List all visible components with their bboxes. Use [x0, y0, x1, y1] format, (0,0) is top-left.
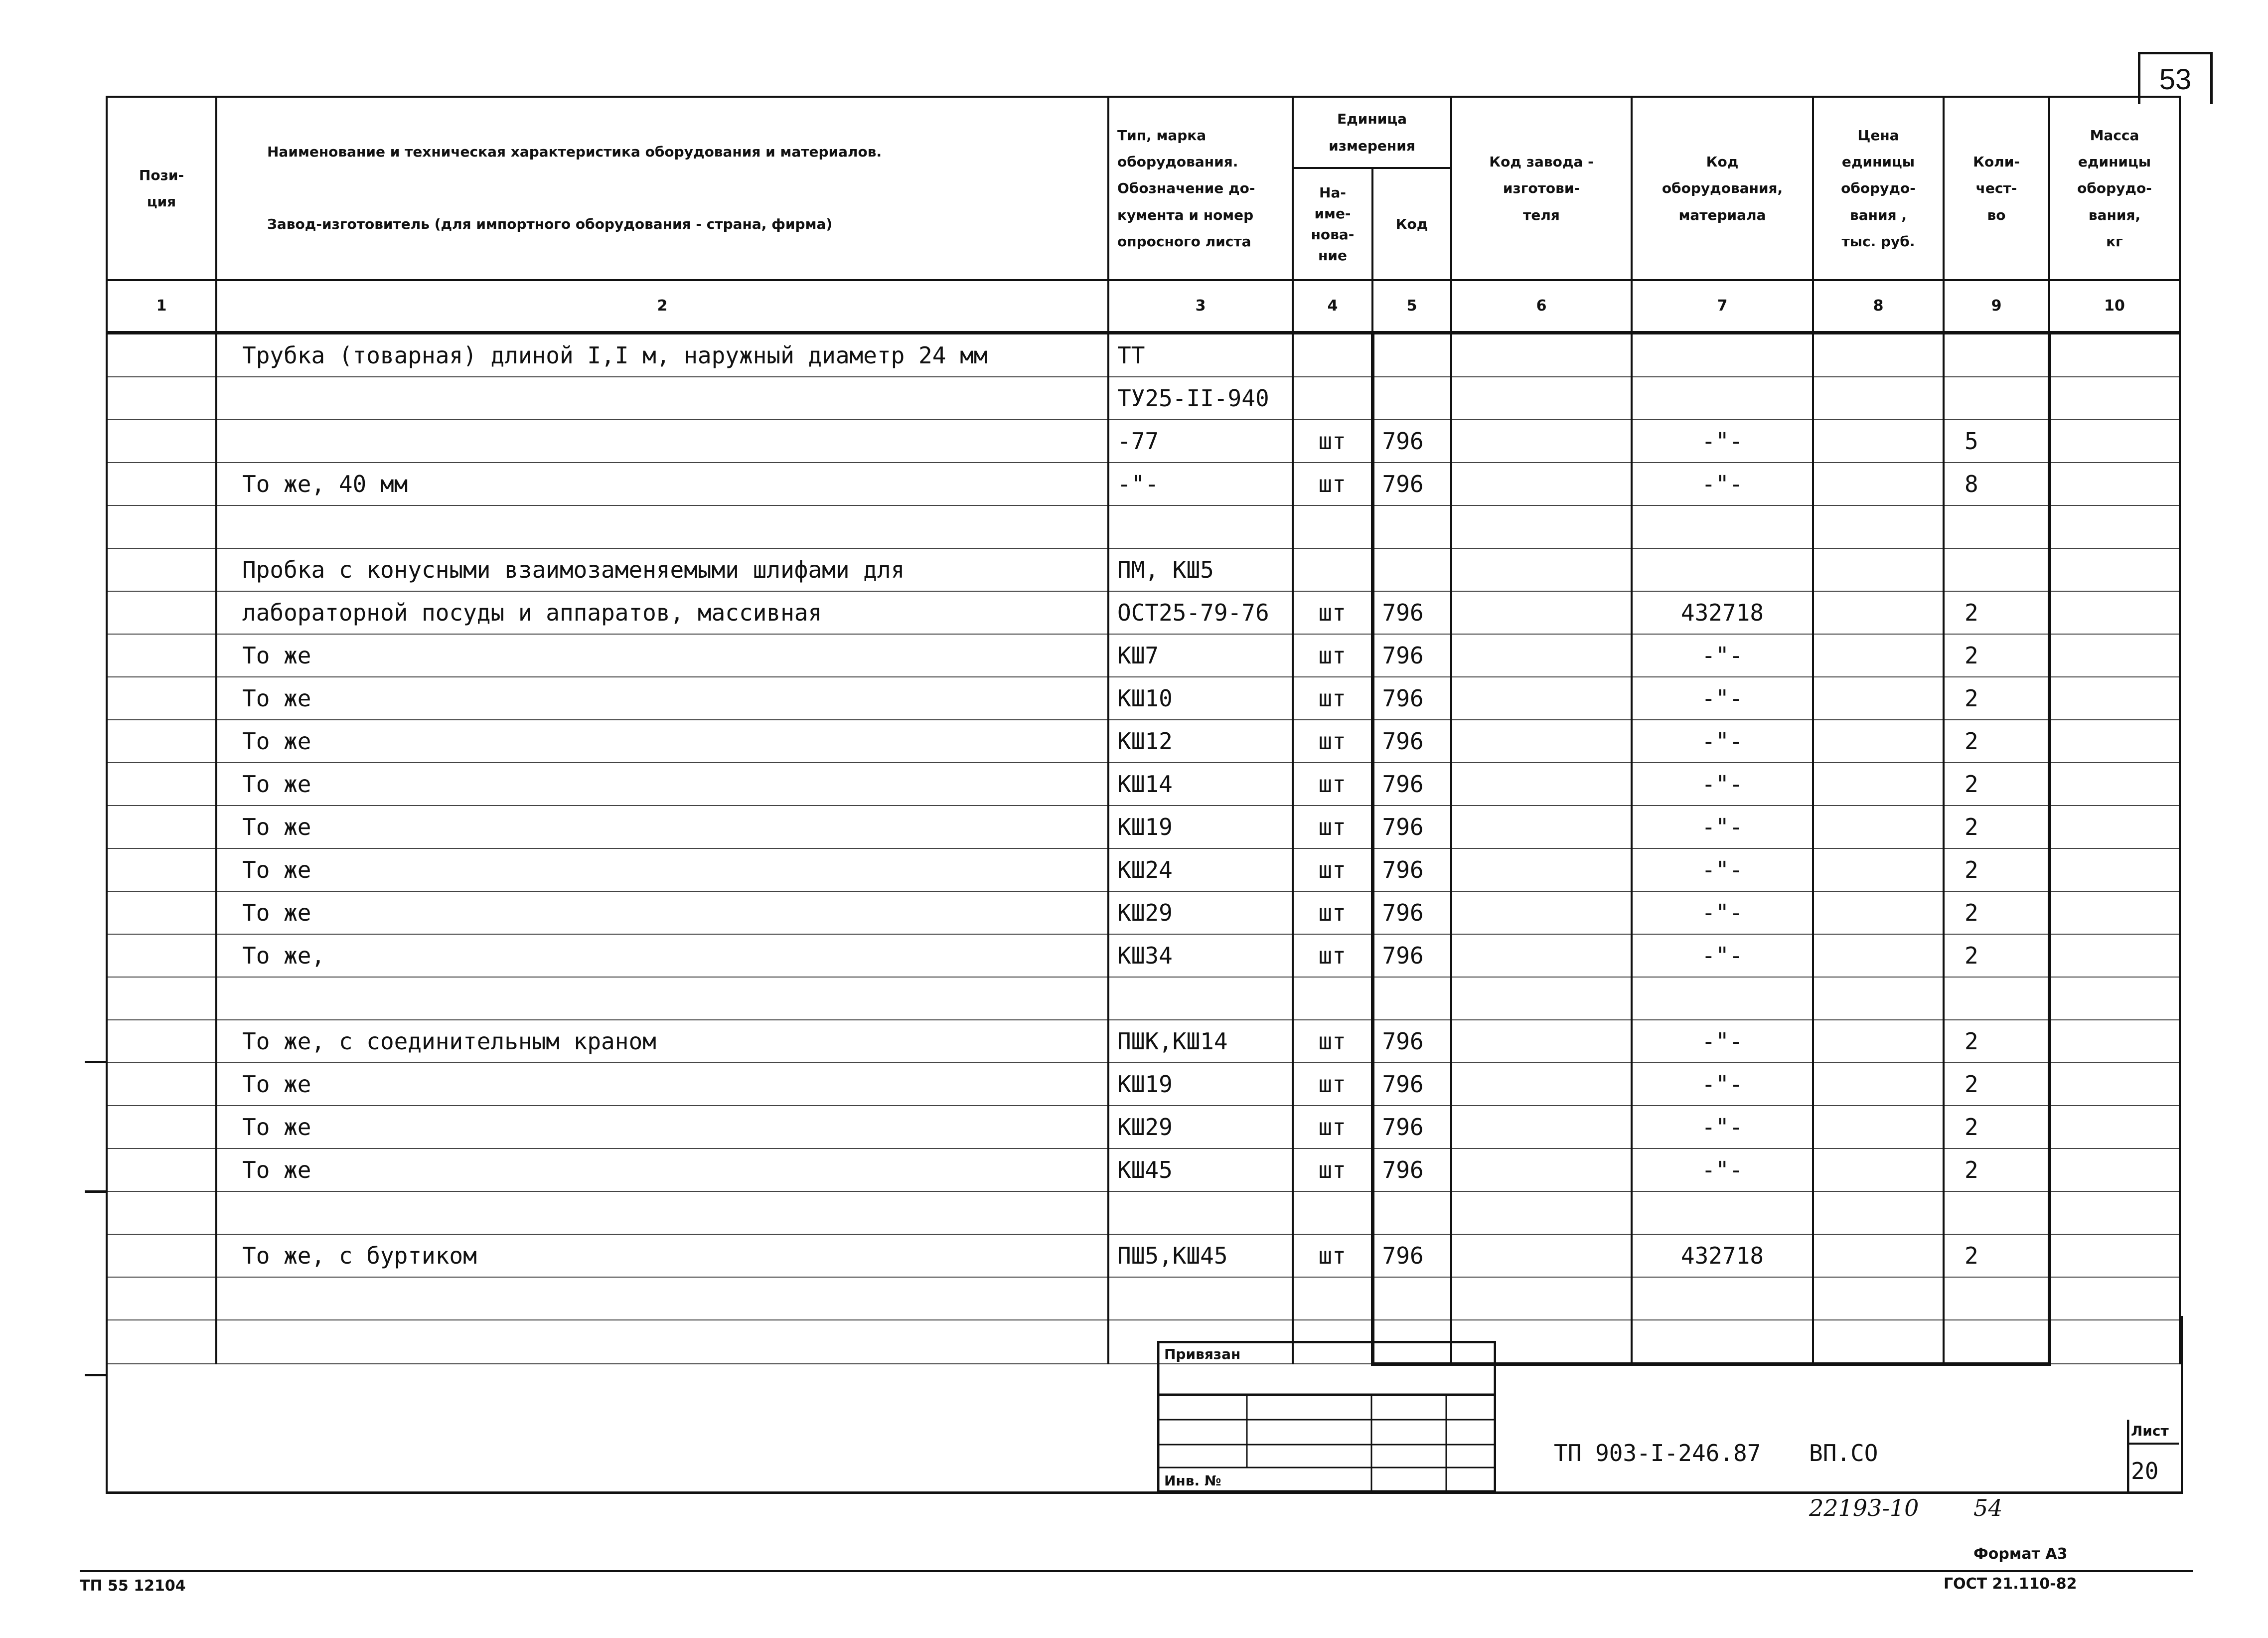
table-row: [107, 1191, 2180, 1234]
quantity-cell: 2: [1944, 634, 2049, 677]
unit-code-cell: [1372, 332, 1451, 377]
quantity-cell: 2: [1944, 677, 2049, 720]
unit-cell: шт: [1293, 848, 1372, 891]
price-cell: [1813, 763, 1944, 806]
margin-tick: [85, 1190, 106, 1193]
name-cell: То же: [216, 677, 1108, 720]
mass-cell: [2049, 677, 2180, 720]
header-type: Тип, марка оборудования. Обозначение до- кумента и номер опросного листа: [1108, 97, 1293, 280]
position-cell: [107, 591, 216, 634]
equipment-code-cell: 432718: [1632, 1234, 1813, 1277]
unit-code-cell: [1372, 377, 1451, 420]
plant-code-cell: [1451, 977, 1632, 1020]
quantity-cell: [1944, 977, 2049, 1020]
quantity-cell: [1944, 548, 2049, 591]
quantity-cell: 2: [1944, 763, 2049, 806]
inventory-number-label: Инв. №: [1164, 1473, 1221, 1489]
unit-cell: шт: [1293, 1020, 1372, 1063]
name-cell: То же, 40 мм: [216, 463, 1108, 505]
unit-cell: шт: [1293, 891, 1372, 934]
quantity-cell: [1944, 505, 2049, 548]
equipment-code-cell: -"-: [1632, 1020, 1813, 1063]
mass-cell: [2049, 1063, 2180, 1106]
price-cell: [1813, 1063, 1944, 1106]
name-cell: То же,: [216, 934, 1108, 977]
equipment-code-cell: -"-: [1632, 420, 1813, 463]
position-cell: [107, 1106, 216, 1148]
unit-cell: [1293, 332, 1372, 377]
table-row: [107, 420, 2180, 463]
price-cell: [1813, 634, 1944, 677]
plant-code-cell: [1451, 848, 1632, 891]
position-cell: [107, 332, 216, 377]
name-cell: [216, 420, 1108, 463]
mass-cell: [2049, 548, 2180, 591]
quantity-cell: 2: [1944, 591, 2049, 634]
bound-label: Привязан: [1164, 1346, 1241, 1362]
position-cell: [107, 934, 216, 977]
handwritten-number: 22193-10: [1809, 1494, 1919, 1521]
quantity-cell: 2: [1944, 848, 2049, 891]
mass-cell: [2049, 1106, 2180, 1148]
plant-code-cell: [1451, 1191, 1632, 1234]
table-row: [107, 634, 2180, 677]
quantity-cell: 2: [1944, 1234, 2049, 1277]
table-row: [107, 720, 2180, 763]
price-cell: [1813, 1277, 1944, 1320]
header-name: [216, 97, 1108, 280]
unit-cell: шт: [1293, 634, 1372, 677]
type-cell: КШ7: [1108, 634, 1293, 677]
position-cell: [107, 720, 216, 763]
table-row: [107, 1020, 2180, 1063]
plant-code-cell: [1451, 634, 1632, 677]
position-cell: [107, 1277, 216, 1320]
type-cell: ОСТ25-79-76: [1108, 591, 1293, 634]
table-row: [107, 505, 2180, 548]
price-cell: [1813, 1106, 1944, 1148]
margin-tick: [85, 1374, 106, 1376]
equipment-code-cell: -"-: [1632, 463, 1813, 505]
type-cell: КШ29: [1108, 1106, 1293, 1148]
equipment-code-cell: 432718: [1632, 591, 1813, 634]
plant-code-cell: [1451, 505, 1632, 548]
name-cell: То же: [216, 1063, 1108, 1106]
mass-cell: [2049, 763, 2180, 806]
plant-code-cell: [1451, 891, 1632, 934]
table-row: [107, 1063, 2180, 1106]
mass-cell: [2049, 420, 2180, 463]
approval-stamp: [1157, 1341, 1496, 1492]
column-number: 5: [1372, 280, 1451, 333]
plant-code-cell: [1451, 1063, 1632, 1106]
unit-code-cell: 796: [1372, 763, 1451, 806]
type-cell: КШ24: [1108, 848, 1293, 891]
unit-cell: шт: [1293, 420, 1372, 463]
mass-cell: [2049, 1020, 2180, 1063]
price-cell: [1813, 1020, 1944, 1063]
equipment-code-cell: [1632, 505, 1813, 548]
type-cell: [1108, 1191, 1293, 1234]
price-cell: [1813, 1234, 1944, 1277]
name-cell: То же: [216, 848, 1108, 891]
header-price: Цена единицы оборудо- вания , тыс. руб.: [1813, 97, 1944, 280]
bottom-rule: [80, 1570, 2193, 1572]
equipment-code-cell: -"-: [1632, 848, 1813, 891]
quantity-cell: 2: [1944, 720, 2049, 763]
page-number: 53: [2138, 52, 2213, 104]
price-cell: [1813, 806, 1944, 848]
price-cell: [1813, 548, 1944, 591]
type-cell: КШ34: [1108, 934, 1293, 977]
column-number: 8: [1813, 280, 1944, 333]
price-cell: [1813, 848, 1944, 891]
table-row: [107, 1106, 2180, 1148]
name-cell: Пробка с конусными взаимозаменяемыми шлифами для: [216, 548, 1108, 591]
plant-code-cell: [1451, 720, 1632, 763]
table-body: [107, 332, 2180, 1364]
type-cell: КШ45: [1108, 1148, 1293, 1191]
plant-code-cell: [1451, 1148, 1632, 1191]
header-position: Пози- ция: [107, 97, 216, 280]
document-code: ТП 903-I-246.87: [1554, 1440, 1761, 1467]
position-cell: [107, 763, 216, 806]
price-cell: [1813, 377, 1944, 420]
mass-cell: [2049, 720, 2180, 763]
margin-tick: [85, 1061, 106, 1063]
table-row: [107, 377, 2180, 420]
table-row: [107, 1148, 2180, 1191]
name-cell: [216, 1191, 1108, 1234]
unit-cell: шт: [1293, 591, 1372, 634]
position-cell: [107, 420, 216, 463]
quantity-cell: 2: [1944, 806, 2049, 848]
unit-cell: [1293, 1191, 1372, 1234]
table-row: [107, 463, 2180, 505]
table-row: [107, 763, 2180, 806]
quantity-cell: 2: [1944, 1063, 2049, 1106]
name-cell: То же: [216, 1148, 1108, 1191]
quantity-cell: 5: [1944, 420, 2049, 463]
quantity-cell: [1944, 377, 2049, 420]
unit-code-cell: 796: [1372, 420, 1451, 463]
type-cell: -77: [1108, 420, 1293, 463]
quantity-cell: 2: [1944, 934, 2049, 977]
unit-code-cell: 796: [1372, 1063, 1451, 1106]
unit-cell: [1293, 548, 1372, 591]
name-cell: То же: [216, 806, 1108, 848]
price-cell: [1813, 420, 1944, 463]
header-unit-code: Код: [1372, 168, 1451, 280]
table-row: [107, 677, 2180, 720]
equipment-code-cell: [1632, 1191, 1813, 1234]
type-cell: КШ14: [1108, 763, 1293, 806]
equipment-code-cell: [1632, 548, 1813, 591]
type-cell: ПШК,КШ14: [1108, 1020, 1293, 1063]
name-cell: Трубка (товарная) длиной I,I м, наружный диаметр 24 мм: [216, 332, 1108, 377]
mass-cell: [2049, 1191, 2180, 1234]
position-cell: [107, 634, 216, 677]
name-cell: [216, 505, 1108, 548]
table-row: [107, 591, 2180, 634]
unit-code-cell: 796: [1372, 934, 1451, 977]
unit-cell: [1293, 505, 1372, 548]
header-equipment-code: Код оборудования, материала: [1632, 97, 1813, 280]
name-cell: То же, с соединительным краном: [216, 1020, 1108, 1063]
unit-code-cell: 796: [1372, 1148, 1451, 1191]
unit-cell: шт: [1293, 1106, 1372, 1148]
table-row: [107, 1234, 2180, 1277]
equipment-code-cell: -"-: [1632, 1063, 1813, 1106]
unit-code-cell: 796: [1372, 591, 1451, 634]
equipment-code-cell: -"-: [1632, 806, 1813, 848]
unit-cell: [1293, 1277, 1372, 1320]
name-cell: То же: [216, 1106, 1108, 1148]
name-cell: [216, 377, 1108, 420]
name-cell: лабораторной посуды и аппаратов, массивная: [216, 591, 1108, 634]
type-cell: -"-: [1108, 463, 1293, 505]
price-cell: [1813, 720, 1944, 763]
column-number: 1: [107, 280, 216, 333]
mass-cell: [2049, 977, 2180, 1020]
unit-cell: шт: [1293, 1234, 1372, 1277]
type-cell: КШ10: [1108, 677, 1293, 720]
quantity-cell: 2: [1944, 891, 2049, 934]
type-cell: ПМ, КШ5: [1108, 548, 1293, 591]
price-cell: [1813, 934, 1944, 977]
table-row: [107, 891, 2180, 934]
plant-code-cell: [1451, 548, 1632, 591]
mass-cell: [2049, 891, 2180, 934]
position-cell: [107, 891, 216, 934]
mass-cell: [2049, 377, 2180, 420]
unit-code-cell: 796: [1372, 1106, 1451, 1148]
equipment-code-cell: [1632, 977, 1813, 1020]
equipment-code-cell: [1632, 1277, 1813, 1320]
table-row: [107, 548, 2180, 591]
table-row: [107, 848, 2180, 891]
unit-cell: [1293, 377, 1372, 420]
price-cell: [1813, 677, 1944, 720]
plant-code-cell: [1451, 934, 1632, 977]
price-cell: [1813, 1148, 1944, 1191]
position-cell: [107, 548, 216, 591]
name-cell: То же: [216, 763, 1108, 806]
table-row: [107, 806, 2180, 848]
position-cell: [107, 1191, 216, 1234]
equipment-code-cell: [1632, 377, 1813, 420]
handwritten-extra: 54: [1973, 1494, 2003, 1521]
document-mark: ВП.СО: [1809, 1440, 1878, 1467]
price-cell: [1813, 505, 1944, 548]
unit-code-cell: [1372, 505, 1451, 548]
table-row: [107, 934, 2180, 977]
price-cell: [1813, 891, 1944, 934]
header-name-line2: Завод-изготовитель (для импортного оборудования - страна, фирма): [267, 216, 833, 233]
quantity-cell: 2: [1944, 1020, 2049, 1063]
type-cell: [1108, 1277, 1293, 1320]
footer-frame: [106, 1316, 2183, 1494]
table-row: [107, 1277, 2180, 1320]
unit-code-cell: [1372, 548, 1451, 591]
column-number: 2: [216, 280, 1108, 333]
equipment-code-cell: -"-: [1632, 763, 1813, 806]
table-row: [107, 332, 2180, 377]
type-cell: [1108, 505, 1293, 548]
position-cell: [107, 1234, 216, 1277]
mass-cell: [2049, 463, 2180, 505]
plant-code-cell: [1451, 1234, 1632, 1277]
unit-code-cell: 796: [1372, 891, 1451, 934]
name-cell: То же: [216, 891, 1108, 934]
column-number: 10: [2049, 280, 2180, 333]
header-unit-name: На- име- нова- ние: [1293, 168, 1372, 280]
unit-cell: шт: [1293, 720, 1372, 763]
position-cell: [107, 848, 216, 891]
price-cell: [1813, 977, 1944, 1020]
unit-cell: шт: [1293, 934, 1372, 977]
mass-cell: [2049, 505, 2180, 548]
unit-code-cell: 796: [1372, 677, 1451, 720]
unit-cell: шт: [1293, 463, 1372, 505]
price-cell: [1813, 1191, 1944, 1234]
mass-cell: [2049, 806, 2180, 848]
plant-code-cell: [1451, 1020, 1632, 1063]
position-cell: [107, 1063, 216, 1106]
plant-code-cell: [1451, 1277, 1632, 1320]
price-cell: [1813, 463, 1944, 505]
plant-code-cell: [1451, 463, 1632, 505]
unit-code-cell: [1372, 1191, 1451, 1234]
quantity-cell: 8: [1944, 463, 2049, 505]
specification-table: [106, 96, 2181, 1366]
plant-code-cell: [1451, 591, 1632, 634]
unit-cell: шт: [1293, 763, 1372, 806]
plant-code-cell: [1451, 420, 1632, 463]
plant-code-cell: [1451, 1106, 1632, 1148]
position-cell: [107, 1020, 216, 1063]
equipment-code-cell: -"-: [1632, 891, 1813, 934]
column-number: 4: [1293, 280, 1372, 333]
sheet-label: Лист: [2131, 1423, 2169, 1439]
mass-cell: [2049, 1234, 2180, 1277]
type-cell: ТУ25-II-940: [1108, 377, 1293, 420]
name-cell: То же: [216, 634, 1108, 677]
column-number: 7: [1632, 280, 1813, 333]
type-cell: КШ19: [1108, 806, 1293, 848]
mass-cell: [2049, 934, 2180, 977]
header-plant-code: Код завода - изготови- теля: [1451, 97, 1632, 280]
price-cell: [1813, 591, 1944, 634]
position-cell: [107, 806, 216, 848]
unit-cell: [1293, 977, 1372, 1020]
gost-label: ГОСТ 21.110-82: [1944, 1575, 2077, 1593]
unit-code-cell: 796: [1372, 463, 1451, 505]
sheet-number: 20: [2131, 1458, 2159, 1484]
header-quantity: Коли- чест- во: [1944, 97, 2049, 280]
position-cell: [107, 377, 216, 420]
name-cell: То же: [216, 720, 1108, 763]
equipment-code-cell: [1632, 332, 1813, 377]
type-cell: ПШ5,КШ45: [1108, 1234, 1293, 1277]
unit-code-cell: 796: [1372, 806, 1451, 848]
type-cell: КШ12: [1108, 720, 1293, 763]
price-cell: [1813, 332, 1944, 377]
equipment-code-cell: -"-: [1632, 720, 1813, 763]
equipment-code-cell: -"-: [1632, 1106, 1813, 1148]
column-number: 3: [1108, 280, 1293, 333]
unit-code-cell: 796: [1372, 1020, 1451, 1063]
equipment-code-cell: -"-: [1632, 1148, 1813, 1191]
position-cell: [107, 505, 216, 548]
position-cell: [107, 977, 216, 1020]
mass-cell: [2049, 1277, 2180, 1320]
equipment-code-cell: -"-: [1632, 634, 1813, 677]
column-number: 6: [1451, 280, 1632, 333]
unit-cell: шт: [1293, 1063, 1372, 1106]
mass-cell: [2049, 634, 2180, 677]
equipment-code-cell: -"-: [1632, 677, 1813, 720]
column-number: 9: [1944, 280, 2049, 333]
quantity-cell: 2: [1944, 1148, 2049, 1191]
table-row: [107, 977, 2180, 1020]
unit-code-cell: 796: [1372, 1234, 1451, 1277]
footer-left-code: ТП 55 12104: [80, 1577, 186, 1595]
mass-cell: [2049, 1148, 2180, 1191]
plant-code-cell: [1451, 332, 1632, 377]
name-cell: [216, 1277, 1108, 1320]
type-cell: [1108, 977, 1293, 1020]
column-number-row: [107, 280, 2180, 333]
header-mass: Масса единицы оборудо- вания, кг: [2049, 97, 2180, 280]
plant-code-cell: [1451, 377, 1632, 420]
position-cell: [107, 677, 216, 720]
quantity-cell: [1944, 1191, 2049, 1234]
quantity-cell: 2: [1944, 1106, 2049, 1148]
equipment-code-cell: -"-: [1632, 934, 1813, 977]
unit-cell: шт: [1293, 677, 1372, 720]
unit-code-cell: [1372, 977, 1451, 1020]
unit-code-cell: 796: [1372, 848, 1451, 891]
name-cell: То же, с буртиком: [216, 1234, 1108, 1277]
type-cell: ТТ: [1108, 332, 1293, 377]
quantity-cell: [1944, 1277, 2049, 1320]
unit-code-cell: [1372, 1277, 1451, 1320]
quantity-cell: [1944, 332, 2049, 377]
type-cell: КШ29: [1108, 891, 1293, 934]
format-label: Формат А3: [1973, 1545, 2068, 1563]
unit-cell: шт: [1293, 806, 1372, 848]
mass-cell: [2049, 848, 2180, 891]
header-unit-group: Единица измерения: [1293, 97, 1451, 168]
unit-cell: шт: [1293, 1148, 1372, 1191]
plant-code-cell: [1451, 806, 1632, 848]
plant-code-cell: [1451, 677, 1632, 720]
plant-code-cell: [1451, 763, 1632, 806]
position-cell: [107, 1148, 216, 1191]
name-cell: [216, 977, 1108, 1020]
type-cell: КШ19: [1108, 1063, 1293, 1106]
mass-cell: [2049, 332, 2180, 377]
position-cell: [107, 463, 216, 505]
header-name-line1: Наименование и техническая характеристика оборудования и материалов.: [267, 143, 882, 160]
unit-code-cell: 796: [1372, 720, 1451, 763]
mass-cell: [2049, 591, 2180, 634]
unit-code-cell: 796: [1372, 634, 1451, 677]
